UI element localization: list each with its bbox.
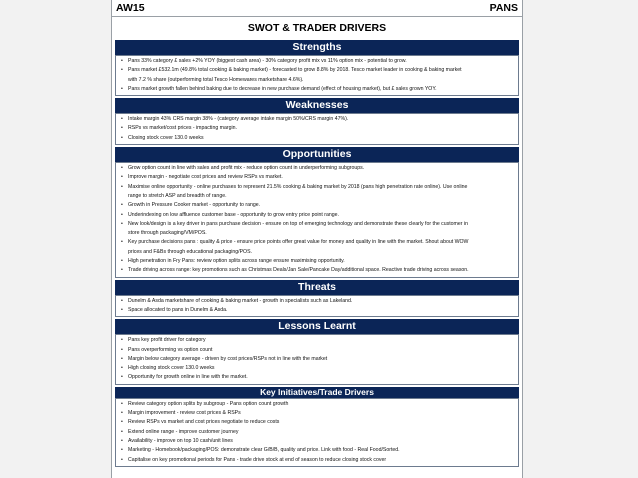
weaknesses-section	[112, 98, 522, 145]
list-item: • High penetration in Fry Pans: review option splits across range ensure maximising opportunity.	[128, 257, 516, 266]
list-item: • Intake margin 43% CRS margin 38% - (category average intake margin 50%/CRS margin 47%).	[128, 115, 516, 124]
lessons-learnt-heading: Lessons Learnt	[115, 319, 519, 334]
opportunities-heading: Opportunities	[115, 147, 519, 162]
list-item: • RSPs vs market/cost prices - impacting margin.	[128, 124, 516, 133]
threats-heading: Threats	[115, 280, 519, 295]
list-item: • Trade driving across range: key promotions such as Christmas Deals/Jan Sale/Pancake Day/additional space. Reactive trade driving across season.	[128, 266, 516, 275]
lessons-learnt-section	[112, 319, 522, 384]
document-slide	[111, 0, 523, 478]
list-item: • Pans market £532.1m (49.8% total cooking & baking market) - forecasted to grow 8.8% by 2018. Tesco market leader in cooking & baking market	[128, 66, 516, 75]
list-item: • Key purchase decisions pans : quality & price - ensure price points offer great value for money and quality in line with the market. Shout about WOW	[128, 238, 516, 247]
list-item: • Pans key profit driver for category	[128, 336, 516, 345]
lessons-learnt-box	[115, 334, 519, 384]
list-item: • Improve margin - negotiate cost prices and review RSPs vs market.	[128, 173, 516, 182]
list-item-continuation: store through packaging/VM/POS.	[128, 230, 207, 237]
key-initiatives-box	[115, 398, 519, 467]
list-item: • Margin below category average - driven by cost prices/RSPs not in line with the market	[128, 355, 516, 364]
list-item: • Pans 33% category £ sales +2% YOY (biggest cash area) - 30% category profit mix vs 11% option mix - potential to grow.	[128, 57, 516, 66]
strengths-box	[115, 55, 519, 96]
weaknesses-heading: Weaknesses	[115, 98, 519, 113]
threats-box	[115, 295, 519, 318]
list-item: • Availability - improve on top 10 cash/unit lines	[128, 437, 516, 446]
season-code: AW15	[116, 2, 145, 14]
list-item: • Capitalise on key promotional periods for Pans - trade drive stock at end of season to reduce closing stock cover	[128, 456, 516, 465]
list-item: • Dunelm & Asda marketshare of cooking & baking market - growth in specialists such as Lakeland.	[128, 297, 516, 306]
opportunities-box	[115, 162, 519, 278]
slide-header	[112, 0, 522, 17]
threats-section	[112, 280, 522, 318]
list-item: • Margin improvement - review cost prices & RSPs	[128, 409, 516, 418]
list-item: • Grow option count in line with sales and profit mix - reduce option count in underperforming subgroups.	[128, 164, 516, 173]
strengths-heading: Strengths	[115, 40, 519, 55]
key-initiatives-heading: Key Initiatives/Trade Drivers	[115, 387, 519, 398]
list-item: • Pans overperforming vs option count	[128, 346, 516, 355]
list-item: • Review RSPs vs market and cost prices negotiate to reduce costs	[128, 418, 516, 427]
key-initiatives-section	[112, 387, 522, 467]
list-item: • Space allocated to pans in Dunelm & Asda.	[128, 306, 516, 315]
weaknesses-box	[115, 113, 519, 145]
strengths-section	[112, 40, 522, 96]
list-item: • Underindexing on low affluence customer base - opportunity to grow entry price point range.	[128, 211, 516, 220]
list-item: • Opportunity for growth online in line with the market.	[128, 373, 516, 382]
list-item: • New look/design is a key driver in pans purchase decision - ensure on top of emerging technology and demonstrate these clearly for the customer in	[128, 220, 516, 229]
category-name: PANS	[489, 2, 518, 14]
page-title: SWOT & TRADER DRIVERS	[247, 22, 387, 34]
list-item: • Review category option splits by subgroup - Pans option count growth	[128, 400, 516, 409]
list-item: • Marketing - Homebook/packaging/POS: demonstrate clear G/B/B, quality and price. Link with food - Real Food/Sorted.	[128, 446, 516, 455]
list-item-continuation: with 7.2 % share (outperforming total Tesco Homewares marketshare 4.6%).	[128, 76, 304, 83]
list-item: • Extend online range - improve customer journey	[128, 428, 516, 437]
list-item: • High closing stock cover 130.0 weeks	[128, 364, 516, 373]
list-item-continuation: prices and F&Bs through educational packaging/POS.	[128, 248, 252, 255]
opportunities-section	[112, 147, 522, 278]
list-item: • Closing stock cover 130.0 weeks	[128, 134, 516, 143]
list-item: • Pans market growth fallen behind baking due to decrease in new purchase demand (effect of housing market), but £ sales grown YOY.	[128, 85, 516, 94]
list-item: • Maximise online opportunity - online purchases to represent 21.5% cooking & baking market by 2018 (pans high penetration rate online). Use online	[128, 183, 516, 192]
list-item-continuation: range to stretch ASP and breadth of range.	[128, 192, 227, 199]
list-item: • Growth in Pressure Cooker market - opportunity to range.	[128, 201, 516, 210]
